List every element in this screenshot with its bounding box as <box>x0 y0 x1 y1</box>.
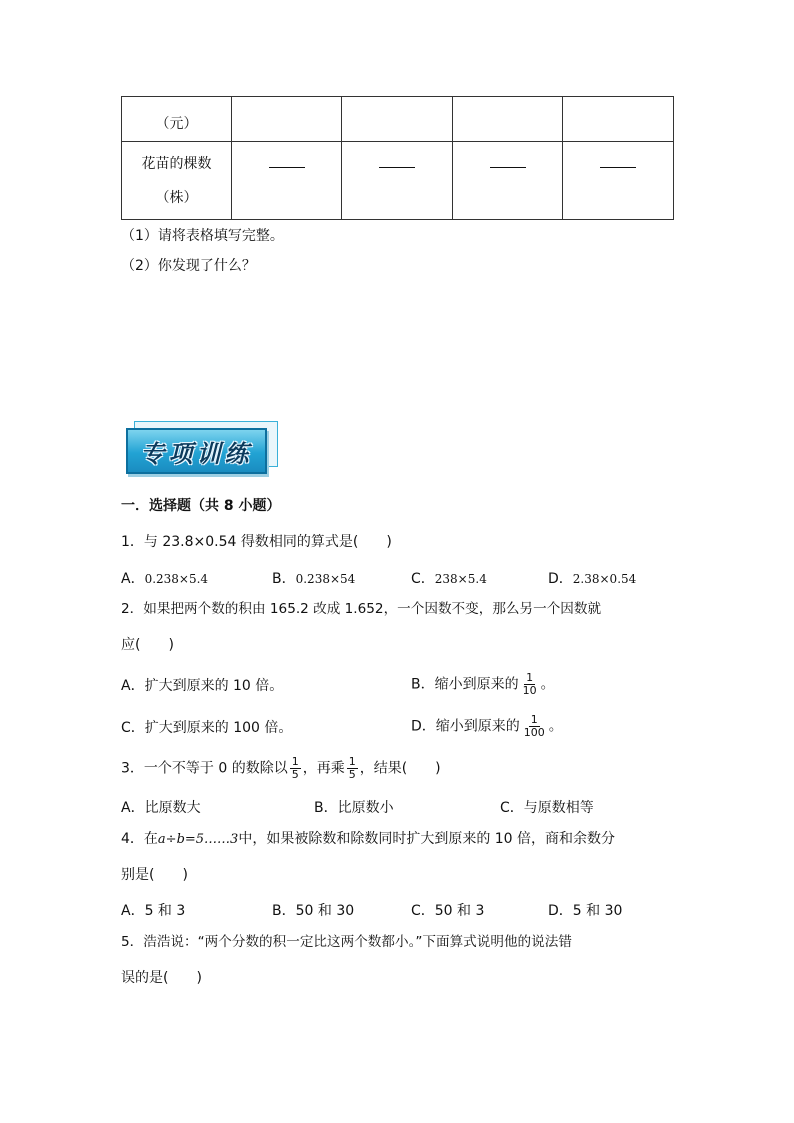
q1-option-a: A．0.238×5.4 <box>121 571 209 587</box>
fraction: $\frac{1}{100}$ <box>523 713 545 739</box>
table-cell-blank[interactable] <box>453 142 563 220</box>
q3-option-a: A．比原数大 <box>121 800 201 816</box>
section-heading: 一．选择题（共 8 小题） <box>121 498 281 514</box>
row-label-seedlings: 花苗的棵数 （株） <box>122 142 232 220</box>
answer-blank[interactable] <box>269 167 305 168</box>
q2-option-b: B．缩小到原来的 $\frac{1}{10}$ 。 <box>411 671 555 697</box>
table-row <box>122 142 674 220</box>
table-cell[interactable] <box>453 97 563 142</box>
q1-option-c: C．238×5.4 <box>411 571 487 587</box>
question-3-stem: 3．一个不等于 0 的数除以 $\frac{1}{5}$ ，再乘 $\frac{1}{5}$ ，结果( ) <box>121 755 441 781</box>
question-4-stem-cont: 别是( ) <box>121 867 188 883</box>
q3-option-b: B．比原数小 <box>314 800 394 816</box>
answer-blank[interactable] <box>490 167 526 168</box>
q4-option-d: D．5 和 30 <box>548 903 623 919</box>
table-cell-blank[interactable] <box>342 142 453 220</box>
question-5-stem-cont: 误的是( ) <box>121 970 202 986</box>
fraction: $\frac{1}{5}$ <box>291 755 299 781</box>
instruction-1: （1）请将表格填写完整。 <box>121 228 284 244</box>
q3-option-c: C．与原数相等 <box>500 800 594 816</box>
data-table <box>121 96 674 220</box>
fraction: $\frac{1}{5}$ <box>348 755 356 781</box>
q2-option-c: C．扩大到原来的 100 倍。 <box>121 720 293 736</box>
fraction: $\frac{1}{10}$ <box>522 671 537 697</box>
table-cell-blank[interactable] <box>232 142 342 220</box>
answer-blank[interactable] <box>379 167 415 168</box>
q4-option-b: B．50 和 30 <box>272 903 355 919</box>
row-label-yuan: （元） <box>122 97 232 142</box>
q4-option-a: A．5 和 3 <box>121 903 186 919</box>
answer-blank[interactable] <box>600 167 636 168</box>
section-banner <box>126 428 267 474</box>
q2-option-a: A．扩大到原来的 10 倍。 <box>121 678 284 694</box>
q1-option-d: D．2.38×0.54 <box>548 571 637 587</box>
q4-option-c: C．50 和 3 <box>411 903 485 919</box>
table-cell[interactable] <box>232 97 342 142</box>
banner-title: 专项训练 <box>140 439 253 468</box>
q1-option-b: B．0.238×54 <box>272 571 356 587</box>
question-5-stem: 5．浩浩说：“两个分数的积一定比这两个数都小。”下面算式说明他的说法错 <box>121 934 572 950</box>
instruction-2: （2）你发现了什么？ <box>121 258 256 274</box>
table-cell[interactable] <box>342 97 453 142</box>
q2-option-d: D．缩小到原来的 $\frac{1}{100}$ 。 <box>411 713 563 739</box>
table-cell-blank[interactable] <box>563 142 674 220</box>
question-4-stem: 4．在a÷b=5……3中，如果被除数和除数同时扩大到原来的 10 倍，商和余数分 <box>121 831 616 847</box>
table-row <box>122 97 674 142</box>
table-cell[interactable] <box>563 97 674 142</box>
question-2-stem-cont: 应( ) <box>121 637 174 653</box>
question-2-stem: 2．如果把两个数的积由 165.2 改成 1.652，一个因数不变，那么另一个因数就 <box>121 601 602 617</box>
question-1-stem: 1．与 23.8×0.54 得数相同的算式是( ) <box>121 534 392 550</box>
